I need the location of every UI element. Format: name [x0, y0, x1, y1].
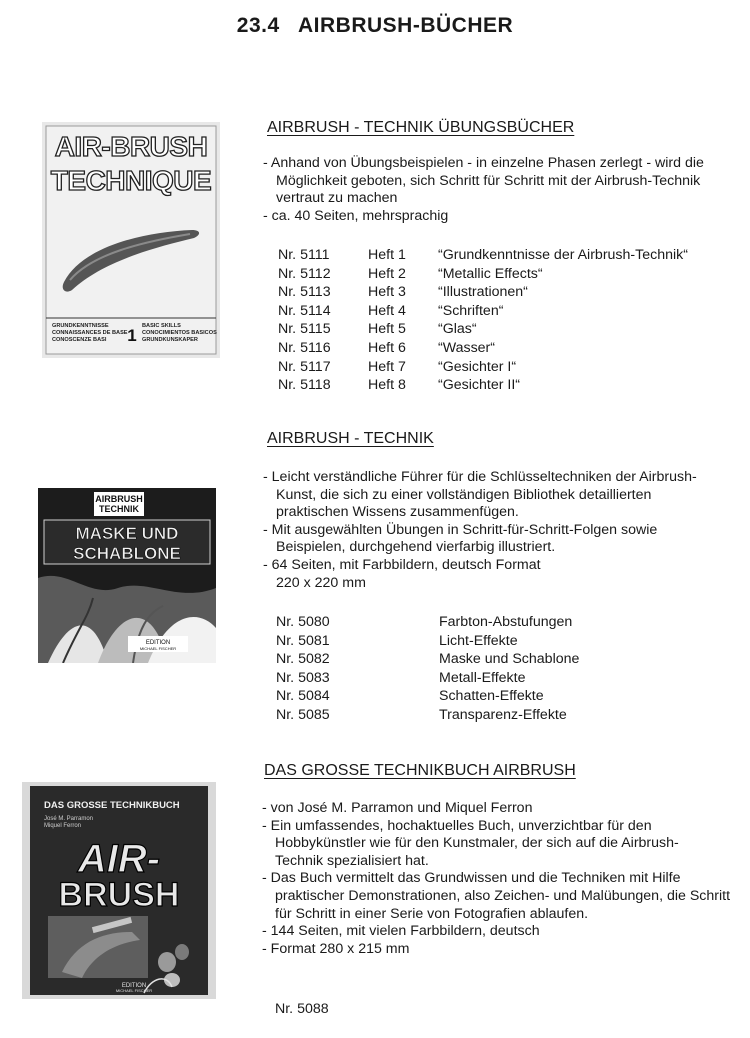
cover3-top-title: DAS GROSSE TECHNIKBUCH: [44, 800, 180, 811]
item-number: Nr. 5113: [278, 284, 331, 301]
cover1-caption-left-1: GRUNDKENNTNISSE: [52, 323, 109, 329]
cover1-title-line2: TECHNIQUE: [50, 165, 212, 196]
list-item: [278, 321, 688, 340]
cover3-publisher-sub: MICHAEL FISCHER: [115, 988, 153, 993]
item-heft: Heft 3: [368, 284, 406, 301]
cover1-caption-right-3: GRUNDKUNSKAPER: [142, 337, 198, 343]
cover2-series-line2: TECHNIK: [99, 504, 139, 514]
list-item: [278, 340, 688, 359]
item-number: Nr. 5118: [278, 377, 331, 394]
item-number: Nr. 5112: [278, 265, 331, 282]
cover1-caption-right-1: BASIC SKILLS: [142, 323, 181, 329]
item-number: Nr. 5115: [278, 321, 331, 338]
section1-bullet: - Anhand von Übungsbeispielen - in einzelne Phasen zerlegt - wird die Möglichkeit geboten, sich Schritt für Schritt mit der Airbrush-Technik vertraut zu machen: [263, 155, 704, 207]
item-title: “Schriften“: [438, 302, 504, 319]
cover2-title-line2: SCHABLONE: [73, 544, 181, 563]
cover2-title-line1: MASKE UND: [75, 524, 179, 543]
cover1-caption-left-3: CONOSCENZE BASI: [52, 337, 107, 343]
list-item: [278, 303, 688, 322]
section1-item-list: [278, 247, 688, 396]
cover3-publisher: EDITION: [121, 983, 147, 989]
cover1-title-line1: AIR-BRUSH: [54, 131, 208, 162]
section3-heading: DAS GROSSE TECHNIKBUCH AIRBRUSH: [264, 762, 576, 779]
item-heft: Heft 1: [368, 247, 406, 263]
item-heft: Heft 5: [368, 321, 406, 338]
cover3-authors-line2: Miquel Ferron: [44, 823, 82, 829]
section3-bullet: - Ein umfassendes, hochaktuelles Buch, unverzichtbar für den Hobbykünstler wie für den Kunstmaler, der sich auf die Airbrush-Technik spezialisiert hat.: [262, 817, 679, 869]
section2-description: [263, 469, 718, 592]
item-number: Nr. 5083: [276, 669, 330, 686]
item-title: Transparenz-Effekte: [439, 706, 567, 723]
item-title: Farbton-Abstufungen: [439, 614, 573, 630]
section2-bullet: - Mit ausgewählten Übungen in Schritt-für-Schritt-Folgen sowie Beispielen, durchgehend vierfarbig illustriert.: [263, 521, 658, 556]
item-title: “Gesichter I“: [438, 358, 517, 375]
item-number: Nr. 5114: [278, 302, 331, 319]
cover1-caption-right-2: CONOCIMIENTOS BASICOS: [142, 330, 217, 336]
item-heft: Heft 7: [368, 358, 406, 375]
item-number: Nr. 5080: [276, 614, 330, 630]
cover-maske-und-schablone: [38, 488, 216, 663]
cover-grosse-technikbuch: [22, 782, 216, 999]
item-title: Maske und Schablone: [439, 651, 580, 668]
item-number: Nr. 5082: [276, 651, 330, 668]
list-item: [278, 377, 688, 396]
section2-bullet: - 64 Seiten, mit Farbbildern, deutsch Format 220 x 220 mm: [263, 556, 541, 591]
section-number: 23.4: [236, 14, 280, 37]
item-heft: Heft 2: [368, 265, 406, 282]
list-item: [278, 266, 688, 285]
item-title: “Glas“: [438, 321, 477, 338]
cover2-publisher: EDITION: [145, 640, 171, 646]
section3-bullet: - 144 Seiten, mit vielen Farbbildern, deutsch: [262, 923, 540, 940]
list-item: [276, 633, 579, 652]
section1-bullet: - ca. 40 Seiten, mehrsprachig: [263, 207, 449, 224]
list-item: [276, 688, 579, 707]
section3-bullet: - Format 280 x 215 mm: [262, 940, 410, 957]
item-heft: Heft 4: [368, 302, 406, 319]
cover1-number: 1: [127, 326, 137, 345]
section1-heading: AIRBRUSH - TECHNIK ÜBUNGSBÜCHER: [267, 119, 575, 136]
cover1-caption-left-2: CONNAISSANCES DE BASE: [52, 330, 128, 336]
section3-item-number: Nr. 5088: [275, 1001, 329, 1017]
item-title: Metall-Effekte: [439, 669, 526, 686]
item-number: Nr. 5117: [278, 358, 331, 375]
item-heft: Heft 6: [368, 339, 406, 356]
item-title: “Wasser“: [438, 339, 496, 356]
cover-airbrush-technique: [42, 122, 220, 358]
cover3-authors-line1: José M. Parramon: [44, 816, 94, 822]
section2-bullet: - Leicht verständliche Führer für die Schlüsseltechniken der Airbrush-Kunst, die sich zu einer vollständigen Bibliothek detaillierten praktischen Wissens zusammenfügen.: [263, 469, 697, 521]
cover3-title-line1: AIR-: [77, 837, 161, 881]
section3-bullet: - Das Buch vermittelt das Grundwissen und die Techniken mit Hilfe praktischer Demonstrationen, also Zeichen- und Malübungen, die Schritt für Schritt in einer Serie von Fotografien ablaufen.: [262, 870, 731, 922]
cover2-publisher-sub: MICHAEL FISCHER: [139, 646, 177, 651]
item-number: Nr. 5084: [276, 688, 330, 705]
item-title: Schatten-Effekte: [439, 688, 544, 705]
cover3-title-line2: BRUSH: [58, 876, 180, 914]
list-item: [278, 247, 688, 266]
list-item: [278, 359, 688, 378]
section1-description: [263, 155, 733, 225]
item-title: “Gesichter II“: [438, 377, 520, 394]
cover2-series-line1: AIRBRUSH: [95, 494, 143, 504]
item-number: Nr. 5081: [276, 632, 330, 649]
section2-heading: AIRBRUSH - TECHNIK: [267, 430, 434, 447]
section2-item-list: [276, 614, 579, 726]
section3-description: [262, 800, 732, 958]
item-number: Nr. 5111: [278, 247, 330, 263]
page-title: [0, 14, 750, 38]
list-item: [276, 707, 579, 726]
section3-bullet: - von José M. Parramon und Miquel Ferron: [262, 800, 533, 816]
item-title: “Illustrationen“: [438, 284, 528, 301]
list-item: [276, 670, 579, 689]
item-heft: Heft 8: [368, 377, 406, 394]
list-item: [276, 651, 579, 670]
item-title: “Grundkenntnisse der Airbrush-Technik“: [438, 247, 688, 263]
item-title: Licht-Effekte: [439, 632, 518, 649]
section-title: AIRBRUSH-BÜCHER: [298, 14, 514, 37]
list-item: [278, 284, 688, 303]
item-title: “Metallic Effects“: [438, 265, 543, 282]
item-number: Nr. 5116: [278, 339, 331, 356]
list-item: [276, 614, 579, 633]
item-number: Nr. 5085: [276, 706, 330, 723]
